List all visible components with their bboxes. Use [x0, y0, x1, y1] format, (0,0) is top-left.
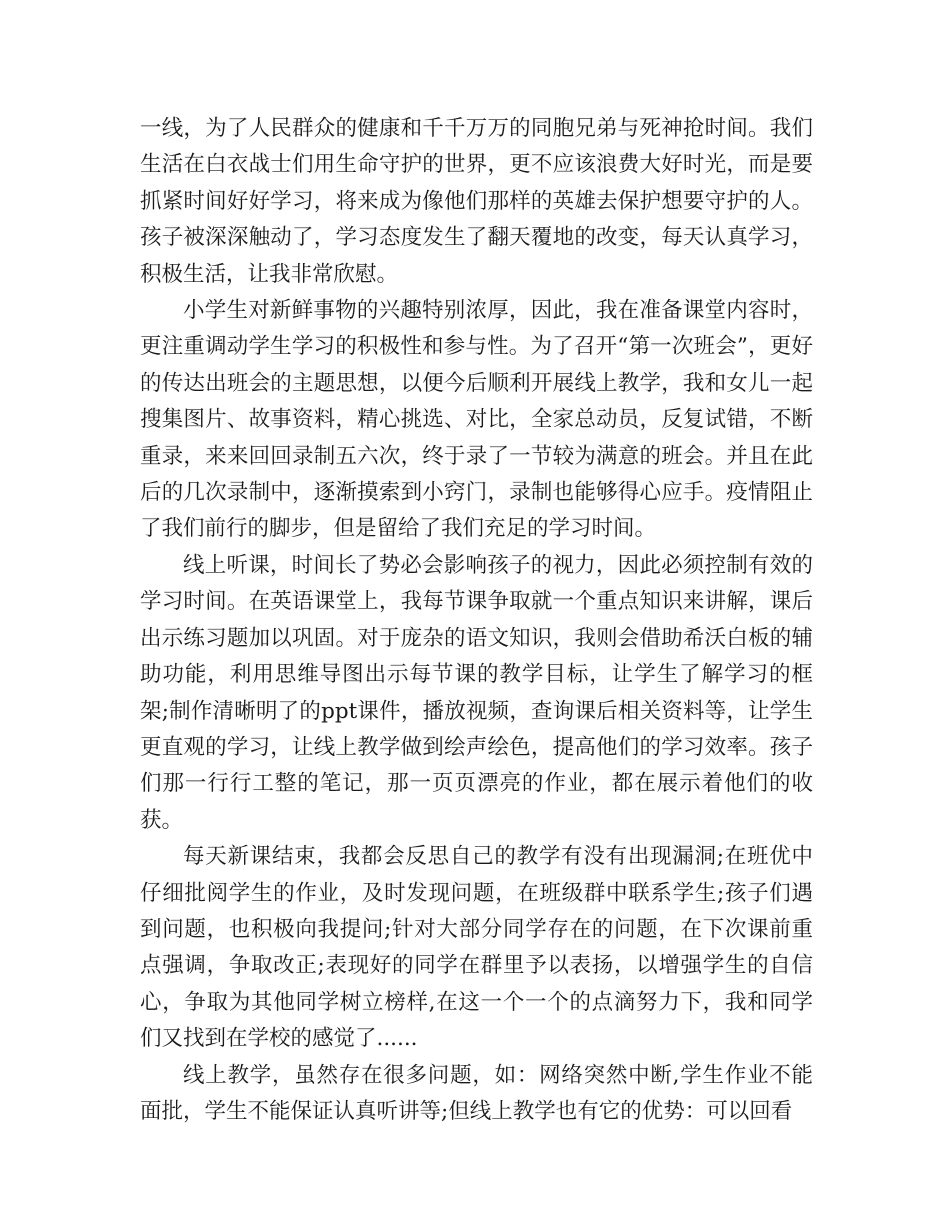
paragraph-2: 小学生对新鲜事物的兴趣特别浓厚，因此，我在准备课堂内容时，更注重调动学生学习的积极性和参与性。为了召开“第一次班会”，更好的传达出班会的主题思想，以便今后顺利开展线上教学，我和女儿一起搜集图片、故事资料，精心挑选、对比，全家总动员，反复试错，不断重录，来来回回录制五六次，终于录了一节较为满意的班会。并且在此后的几次录制中，逐渐摸索到小窍门，录制也能够得心应手。疫情阻止了我们前行的脚步，但是留给了我们充足的学习时间。	[140, 298, 813, 542]
document-body	[140, 111, 813, 1130]
paragraph-1: 一线，为了人民群众的健康和千千万万的同胞兄弟与死神抢时间。我们生活在白衣战士们用生命守护的世界，更不应该浪费大好时光，而是要抓紧时间好好学习，将来成为像他们那样的英雄去保护想要守护的人。孩子被深深触动了，学习态度发生了翻天覆地的改变，每天认真学习，积极生活，让我非常欣慰。	[140, 116, 813, 287]
paragraph-3: 线上听课，时间长了势必会影响孩子的视力，因此必须控制有效的学习时间。在英语课堂上，我每节课争取就一个重点知识来讲解，课后出示练习题加以巩固。对于庞杂的语文知识，我则会借助希沃白板的辅助功能，利用思维导图出示每节课的教学目标，让学生了解学习的框架;制作清晰明了的ppt课件，播放视频，查询课后相关资料等，让学生更直观的学习，让线上教学做到绘声绘色，提高他们的学习效率。孩子们那一行行工整的笔记，那一页页漂亮的作业，都在展示着他们的收获。	[140, 552, 813, 833]
paragraph-4: 每天新课结束，我都会反思自己的教学有没有出现漏洞;在班优中仔细批阅学生的作业，及时发现问题，在班级群中联系学生;孩子们遇到问题，也积极向我提问;针对大部分同学存在的问题，在下次课前重点强调，争取改正;表现好的同学在群里予以表扬，以增强学生的自信心，争取为其他同学树立榜样,在这一个一个的点滴努力下，我和同学们又找到在学校的感觉了......	[140, 844, 813, 1052]
paragraph-5: 线上教学，虽然存在很多问题，如：网络突然中断,学生作业不能面批，学生不能保证认真听讲等;但线上教学也有它的优势：可以回看	[140, 1062, 813, 1124]
